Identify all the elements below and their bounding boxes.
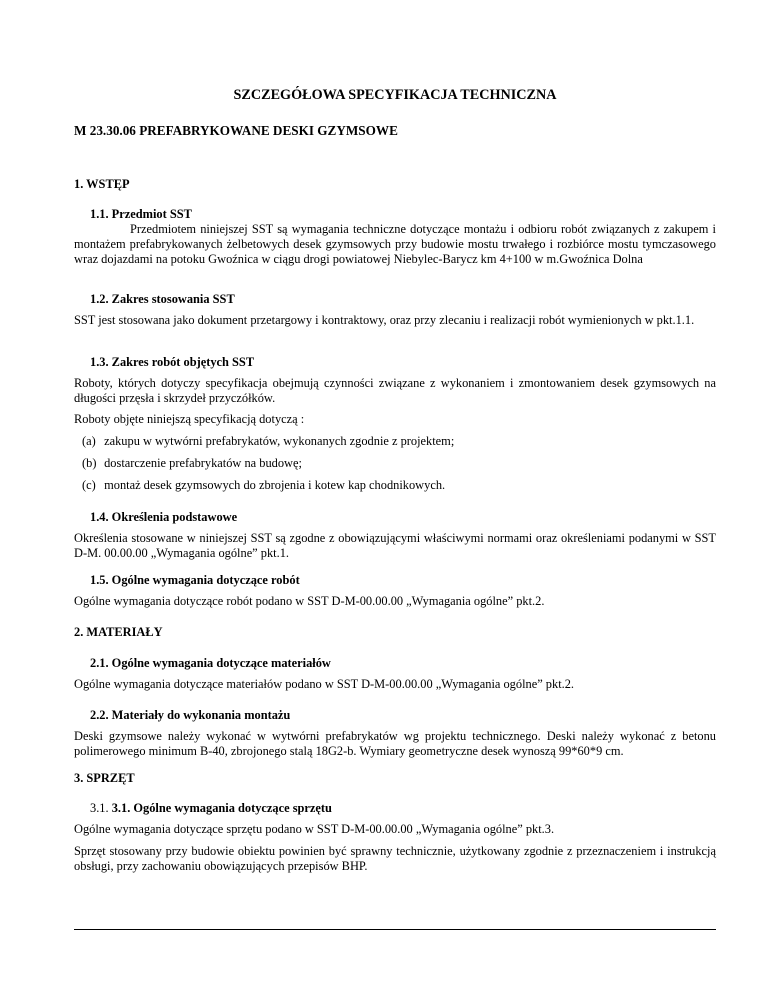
list-item-mark: (c): [82, 478, 96, 492]
section-3-1-number: 3.1.: [90, 801, 109, 815]
page-title: SZCZEGÓŁOWA SPECYFIKACJA TECHNICZNA: [233, 87, 557, 103]
document-code: M 23.30.06 PREFABRYKOWANE DESKI GZYMSOWE: [74, 123, 398, 138]
footer-divider: [74, 929, 716, 930]
list-item: [82, 478, 445, 493]
section-1-4-text: Określenia stosowane w niniejszej SST są zgodne z obowiązującymi właściwymi normami oraz określeniami podanymi w SST D-M. 00.00.00 „Wymagania ogólne” pkt.1.: [74, 531, 716, 560]
list-item-text: dostarczenie prefabrykatów na budowę;: [104, 456, 302, 470]
section-3-1-text: Ogólne wymagania dotyczące sprzętu podano w SST D-M-00.00.00 „Wymagania ogólne” pkt.3.: [74, 822, 555, 836]
section-2-2-text: Deski gzymsowe należy wykonać w wytwórni prefabrykatów wg projektu technicznego. Deski należy wykonać z betonu polimerowego minimum B-40, zbrojonego stalą 18G2-b. Wymiary geometryczne desek wynoszą 99*60*9 cm.: [74, 729, 716, 758]
list-item-mark: (a): [82, 434, 96, 448]
section-3-heading: 3. SPRZĘT: [74, 771, 135, 785]
section-1-5-text: Ogólne wymagania dotyczące robót podano w SST D-M-00.00.00 „Wymagania ogólne” pkt.2.: [74, 594, 545, 608]
section-2-1-heading: 2.1. Ogólne wymagania dotyczące materiałów: [90, 656, 331, 670]
section-3-1-text-2: Sprzęt stosowany przy budowie obiektu powinien być sprawny technicznie, użytkowany zgodnie z przeznaczeniem i instrukcją obsługi, przy zachowaniu obowiązujących przepisów BHP.: [74, 844, 716, 873]
section-3-1-title: 3.1. Ogólne wymagania dotyczące sprzętu: [111, 801, 332, 815]
section-1-5-heading: 1.5. Ogólne wymagania dotyczące robót: [90, 573, 300, 587]
section-1-3-text: Roboty, których dotyczy specyfikacja obejmują czynności związane z wykonaniem i zmontowaniem desek gzymsowych na długości przęsła i skrzydeł przyczółków.: [74, 376, 716, 405]
section-1-heading: 1. WSTĘP: [74, 177, 130, 191]
section-1-3-intro: Roboty objęte niniejszą specyfikacją dotyczą :: [74, 412, 305, 426]
section-1-2-text: SST jest stosowana jako dokument przetargowy i kontraktowy, oraz przy zlecaniu i realizacji robót wymienionych w pkt.1.1.: [74, 313, 695, 327]
section-1-1-text: Przedmiotem niniejszej SST są wymagania techniczne dotyczące montażu i odbioru robót związanych z zakupem i montażem prefabrykowanych żelbetowych desek gzymsowych przy budowie mostu trwałego i rozbiórce mostu tymczasowego wraz dojazdami na potoku Gwoźnica w ciągu drogi powiatowej Niebylec-Barycz km 4+100 w m.Gwoźnica Dolna: [74, 222, 716, 266]
section-1-2-heading: 1.2. Zakres stosowania SST: [90, 292, 235, 306]
section-2-2-heading: 2.2. Materiały do wykonania montażu: [90, 708, 291, 722]
list-item-text: montaż desek gzymsowych do zbrojenia i kotew kap chodnikowych.: [104, 478, 446, 492]
list-item: [82, 456, 302, 471]
section-1-3-heading: 1.3. Zakres robót objętych SST: [90, 355, 255, 369]
list-item-text: zakupu w wytwórni prefabrykatów, wykonanych zgodnie z projektem;: [104, 434, 455, 448]
section-1-1-heading: 1.1. Przedmiot SST: [90, 207, 192, 221]
list-item: [82, 434, 454, 449]
section-3-1-heading: [90, 801, 332, 816]
section-1-4-heading: 1.4. Określenia podstawowe: [90, 510, 238, 524]
list-item-mark: (b): [82, 456, 97, 470]
section-2-1-text: Ogólne wymagania dotyczące materiałów podano w SST D-M-00.00.00 „Wymagania ogólne” pkt.2.: [74, 677, 575, 691]
section-2-heading: 2. MATERIAŁY: [74, 625, 163, 639]
